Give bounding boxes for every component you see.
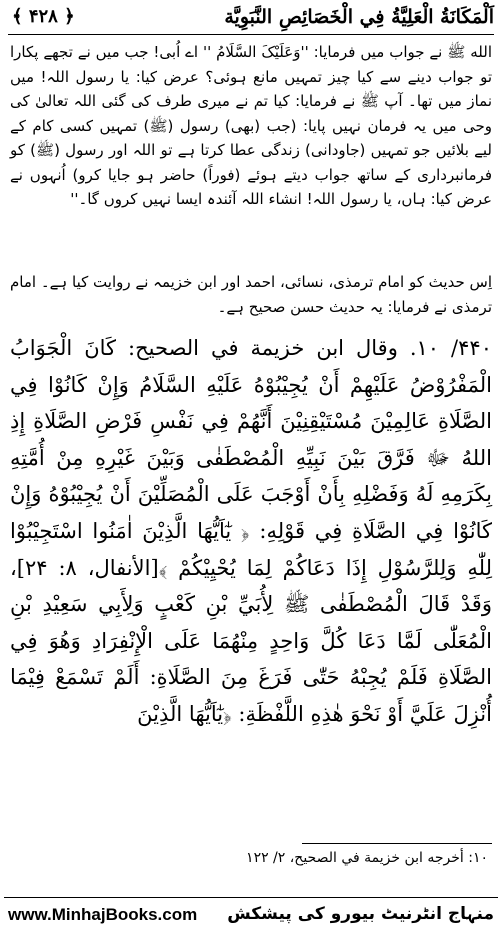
urdu-translation-bottom — [10, 270, 492, 319]
page-header — [8, 4, 494, 34]
footnote: ۱۰: أخرجه ابن خزيمة في الصحيح، ۲/ ۱۲۲ — [246, 850, 488, 866]
publisher-credit: منہاج انٹرنیٹ بیورو کی پیشکش — [227, 904, 494, 924]
arabic-paragraph: ۴۴۰/ ۱۰. وقال ابن خزيمة في الصحيح: کَانَ الْجَوَابُ الْمَفْرُوْضُ عَلَيْهِمْ أَنْ يُجِيْبُوْهُ عَلَيْهِ السَّلَامُ وَإِنْ کَانُوْا فِي الصَّلَاةِ عَالِمِيْنَ مُسْتَيْقِنِيْنَ أَنَّهُمْ فِي نَفْسِ فَرْضِ الصَّلَاةِ إِذِ اللهُ ﷻ فَرَّقَ بَيْنَ نَبِيِّهِ الْمُصْطَفٰی وَبَيْنَ غَيْرِهِ مِنْ أُمَّتِهِ بِکَرَمِهِ لَهُ وَفَضْلِهِ بِأَنْ أَوْجَبَ عَلَی الْمُصَلِّيْنَ أَنْ يُجِيْبُوْهُ وَإِنْ کَانُوْا فِي الصَّلَاةِ فِي قَوْلِهِ: ﴿ يٰٓاَيُّهَا الَّذِيْنَ اٰمَنُوا اسْتَجِيْبُوْا لِلّٰهِ وَلِلرَّسُوْلِ إِذَا دَعَاکُمْ لِمَا يُحْيِيْکُمْ ﴾[الأنفال، ۸: ۲۴]، وَقَدْ قَالَ الْمُصْطَفٰی ﷺ لِأُبَيِّ بْنِ کَعْبٍ وَلِأَبِي سَعِيْدِ بْنِ الْمُعَلّٰی لَمَّا دَعَا کُلَّ وَاحِدٍ مِنْهُمَا عَلَی الْإِنْفِرَادِ وَهُوَ فِي الصَّلَاةِ فَلَمْ يُجِبْهُ حَتّٰی فَرَغَ مِنَ الصَّلَاةِ: أَلَمْ تَسْمَعْ فِيْمَا أُنْزِلَ عَلَيَّ أَوْ نَحْوَ هٰذِهِ اللَّفْظَةِ: ﴿يٰٓاَيُّهَا الَّذِيْنَ — [10, 336, 492, 726]
header-divider — [8, 34, 494, 35]
footer-divider — [4, 897, 498, 898]
running-title: اَلْمَکَانَةُ الْعَلِيَّةُ فِي الْخَصَائِصِ النَّبَوِيَّة — [224, 6, 494, 28]
website-link[interactable]: www.MinhajBooks.com — [8, 905, 198, 924]
urdu-paragraph: الله ﷺ نے جواب میں فرمایا: ''وَعَلَيْکَ السَّلَامُ '' اے اُبی! جب میں نے تجھے پکارا تو جواب دینے سے کیا چیز تمہیں مانع ہوئی؟ عرض کیا: یا رسول اللہ! میں نماز میں تھا۔ آپ ﷺ نے فرمایا: کیا تم نے میری طرف کی گئی اللہ تعالیٰ کی وحی میں یہ فرمان نہیں پایا: (جب (بھی) رسول (ﷺ) تمہیں کسی کام کے لیے بلائیں جو تمہیں (جاودانی) زندگی عطا کرتا ہے تو اللہ اور رسول (ﷺ) کو فرمانبرداری کے ساتھ جواب دیتے ہوئے (فوراً) حاضر ہو جایا کرو) اُنہوں نے عرض کیا: ہاں، یا رسول اللہ! انشاء اللہ آئندہ ایسا نہیں کروں گا۔'' — [10, 43, 492, 208]
footnote-divider — [302, 843, 492, 844]
arabic-hadith-text — [10, 330, 492, 733]
page-number: ﴿ ۴۲۸ ﴾ — [12, 6, 75, 27]
urdu-paragraph: اِس حدیث کو امام ترمذی، نسائی، احمد اور ابن خزیمہ نے روایت کیا ہے۔ امام ترمذی نے فرمایا: یہ حدیث حسن صحیح ہے۔ — [10, 273, 492, 316]
urdu-translation-top — [10, 40, 492, 212]
